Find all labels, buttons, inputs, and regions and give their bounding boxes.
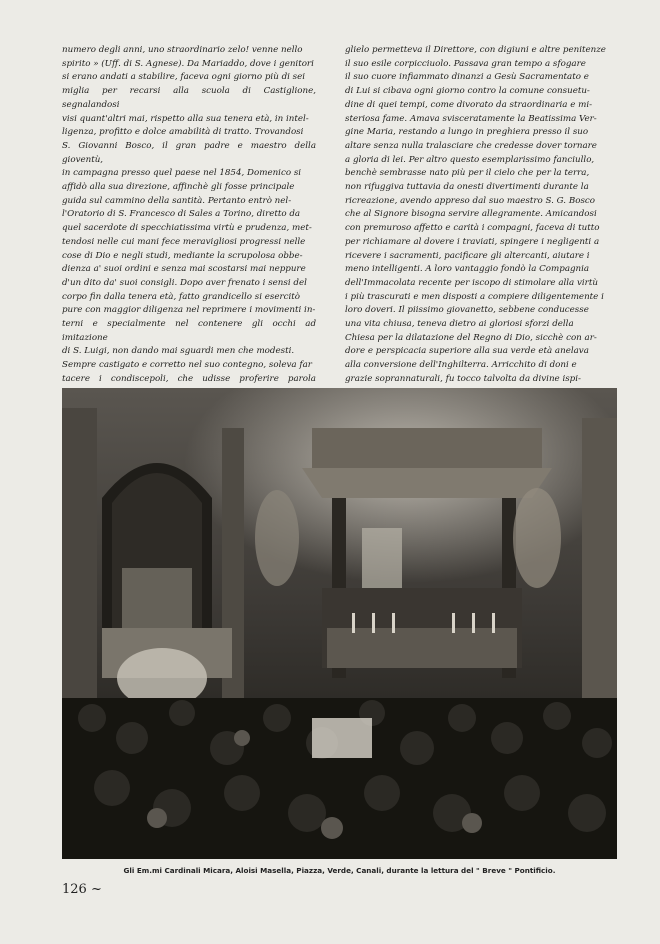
photo-ceremony (62, 388, 617, 859)
photo-basilica-icon (62, 388, 617, 859)
photo-caption: Gli Em.mi Cardinali Micara, Aloisi Masella, Piazza, Verde, Canali, durante la lettura del " Breve " Pontificio. (123, 866, 556, 875)
text-column-right: glielo permetteva il Direttore, con digiuni e altre penitenze il suo esile corpicciuolo. Passava gran tempo a sfogare il suo cuore infiammato dinanzi a Gesù Sacramentato e di Lui si cibava ogni giorno contro la comune consuetu- dine di quei tempi, come divorato da straordinaria e mi- steriosa fame. Amava svisceratamente la Beatissima Ver- gine Maria, restando a lungo in preghiera presso il suo altare senza nulla tralasciare che credesse dover tornare a gloria di lei. Per altro questo esemplarissimo fanciullo, benchè sembrasse nato più per il cielo che per la terra, non rifuggiva tuttavia da onesti divertimenti durante la ricreazione, avendo appreso dal suo maestro S. G. Bosco che al Signore bisogna servire allegramente. Amicandosi con premuroso affetto e carità i compagni, faceva di tutto per richiamare al dovere i traviati, spingere i negligenti a ricevere i sacramenti, pacificare gli altercanti, aiutare i meno intelligenti. A loro vantaggio fondò la Compagnia dell'Immacolata recente per iscopo di stimolare alla virtù i più trascurati e men disposti a compiere diligentemente i loro doveri. Il piissimo giovanetto, sebbene conducesse una vita chiusa, teneva dietro ai gloriosi sforzi della Chiesa per la dilatazione del Regno di Dio, sicchè con ar- dore e perspicacia superiore alla sua verde età anelava alla conversione dell'Inghilterra. Arricchito di doni e grazie soprannaturali, fu tocco talvolta da divine ispi- (345, 45, 606, 384)
text-column-left: numero degli anni, uno straordinario zelo! venne nello spirito » (Uff. di S. Agnese). Da Mariaddo, dove i genitori si erano andati a stabilire, faceva ogni giorno più di sei miglia per recarsi alla scuola di Castiglione, segnalandosi visi quant'altri mai, rispetto alla sua tenera età, in intel- ligenza, profitto e dolce amabilità di tratto. Trovandosi S. Giovanni Bosco, il gran padre e maestro della gioventù, in campagna presso quel paese nel 1854, Domenico si affidò alla sua direzione, affinchè gli fosse principale guida sul cammino della santità. Pertanto entrò nel- l'Oratorio di S. Francesco di Sales a Torino, diretto da quel sacerdote di specchiatissima virtù e prudenza, met- tendosi nelle cui mani fece meravigliosi progressi nelle cose di Dio e negli studi, mediante la scrupolosa obbe- dienza a' suoi ordini e senza mai scostarsi mai neppure d'un dito da' suoi consigli. Dopo aver frenato i sensi del corpo fin dalla tenera età, fatto grandicello si esercitò pure con maggior diligenza nel reprimere i movimenti in- terni e specialmente nel contenere gli occhi ad imitazione di S. Luigi, non dando mai sguardi men che modesti. Sempre castigato e corretto nel suo contegno, soleva far tacere i condiscepoli, che udisse proferire parola (62, 45, 316, 384)
page-number: 126 ~ (62, 882, 102, 897)
